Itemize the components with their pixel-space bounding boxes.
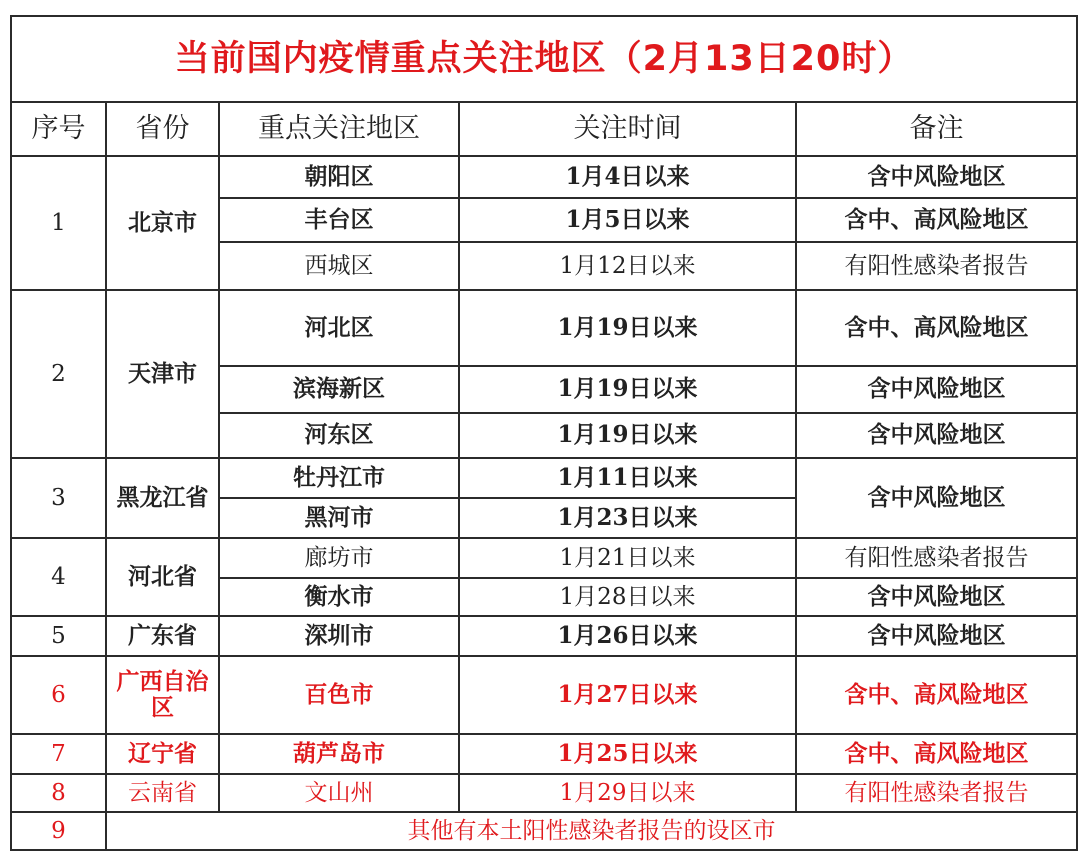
note-cell: 含中、高风险地区 xyxy=(796,198,1077,242)
province-cell: 辽宁省 xyxy=(106,734,219,774)
table-row xyxy=(11,656,1077,734)
area-cell: 朝阳区 xyxy=(219,156,459,198)
province-cell: 云南省 xyxy=(106,774,219,812)
time-cell: 1月4日以来 xyxy=(459,156,796,198)
note-cell: 含中风险地区 xyxy=(796,366,1077,413)
province-cell: 河北省 xyxy=(106,538,219,616)
header-row xyxy=(11,102,1077,156)
note-cell: 含中风险地区 xyxy=(796,578,1077,616)
row-seq: 7 xyxy=(11,734,106,774)
area-cell: 河东区 xyxy=(219,413,459,458)
area-cell: 廊坊市 xyxy=(219,538,459,578)
note-cell: 含中风险地区 xyxy=(796,616,1077,656)
footer-note: 其他有本土阳性感染者报告的设区市 xyxy=(106,812,1077,850)
area-cell: 深圳市 xyxy=(219,616,459,656)
note-cell: 含中风险地区 xyxy=(796,458,1077,538)
table-row xyxy=(11,734,1077,774)
area-cell: 河北区 xyxy=(219,290,459,366)
time-cell: 1月29日以来 xyxy=(459,774,796,812)
time-cell: 1月19日以来 xyxy=(459,290,796,366)
area-cell: 百色市 xyxy=(219,656,459,734)
time-cell: 1月23日以来 xyxy=(459,498,796,538)
table-row xyxy=(11,156,1077,198)
time-cell: 1月21日以来 xyxy=(459,538,796,578)
area-cell: 滨海新区 xyxy=(219,366,459,413)
table-row xyxy=(11,458,1077,498)
row-seq: 3 xyxy=(11,458,106,538)
province-cell: 天津市 xyxy=(106,290,219,458)
table-row xyxy=(11,616,1077,656)
table-row xyxy=(11,290,1077,366)
area-cell: 西城区 xyxy=(219,242,459,290)
area-cell: 牡丹江市 xyxy=(219,458,459,498)
time-cell: 1月19日以来 xyxy=(459,413,796,458)
header-time: 关注时间 xyxy=(459,102,796,156)
note-cell: 含中风险地区 xyxy=(796,413,1077,458)
time-cell: 1月25日以来 xyxy=(459,734,796,774)
province-cell: 广西自治区 xyxy=(106,656,219,734)
time-cell: 1月12日以来 xyxy=(459,242,796,290)
note-cell: 含中、高风险地区 xyxy=(796,656,1077,734)
area-cell: 文山州 xyxy=(219,774,459,812)
row-seq: 2 xyxy=(11,290,106,458)
header-note: 备注 xyxy=(796,102,1077,156)
time-cell: 1月19日以来 xyxy=(459,366,796,413)
time-cell: 1月27日以来 xyxy=(459,656,796,734)
area-cell: 黑河市 xyxy=(219,498,459,538)
page-title: 当前国内疫情重点关注地区（2月13日20时） xyxy=(11,16,1077,102)
area-cell: 衡水市 xyxy=(219,578,459,616)
time-cell: 1月26日以来 xyxy=(459,616,796,656)
footer-row xyxy=(11,812,1077,850)
row-seq: 6 xyxy=(11,656,106,734)
province-cell: 北京市 xyxy=(106,156,219,290)
note-cell: 有阳性感染者报告 xyxy=(796,774,1077,812)
area-cell: 丰台区 xyxy=(219,198,459,242)
note-cell: 有阳性感染者报告 xyxy=(796,538,1077,578)
row-seq: 8 xyxy=(11,774,106,812)
time-cell: 1月5日以来 xyxy=(459,198,796,242)
note-cell: 含中、高风险地区 xyxy=(796,290,1077,366)
province-cell: 黑龙江省 xyxy=(106,458,219,538)
note-cell: 含中风险地区 xyxy=(796,156,1077,198)
note-cell: 有阳性感染者报告 xyxy=(796,242,1077,290)
row-seq: 1 xyxy=(11,156,106,290)
focus-areas-table xyxy=(10,15,1078,851)
row-seq: 4 xyxy=(11,538,106,616)
area-cell: 葫芦岛市 xyxy=(219,734,459,774)
table-row xyxy=(11,774,1077,812)
time-cell: 1月11日以来 xyxy=(459,458,796,498)
note-cell: 含中、高风险地区 xyxy=(796,734,1077,774)
time-cell: 1月28日以来 xyxy=(459,578,796,616)
province-cell: 广东省 xyxy=(106,616,219,656)
header-area: 重点关注地区 xyxy=(219,102,459,156)
table-row xyxy=(11,538,1077,578)
header-seq: 序号 xyxy=(11,102,106,156)
header-province: 省份 xyxy=(106,102,219,156)
row-seq: 5 xyxy=(11,616,106,656)
row-seq: 9 xyxy=(11,812,106,850)
